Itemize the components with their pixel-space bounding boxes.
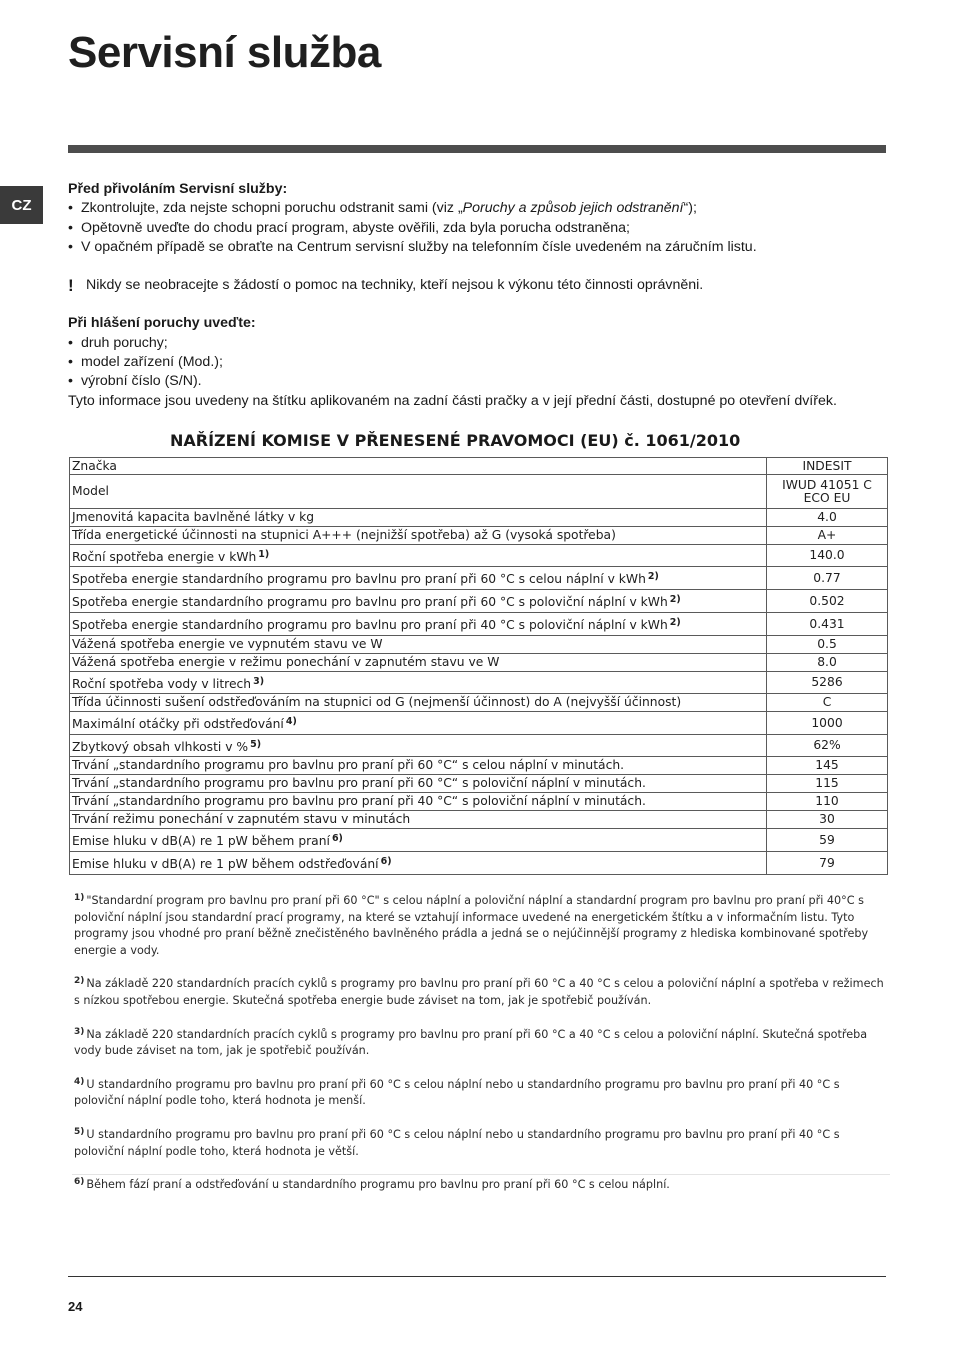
footnote [74,1024,889,1060]
footnote [74,1124,889,1160]
troubleshooting-reference: Poruchy a způsob jejich odstranění [462,200,684,217]
bullet-mark: • [68,354,73,371]
footnote-ref: 3) [253,675,265,687]
parameter-value: 8.0 [767,654,888,672]
parameter-value: 0.77 [767,567,888,590]
parameter-label: Trvání „standardního programu pro bavlnu pro praní při 60 °C“ s poloviční náplní v minutách. [70,775,767,793]
footnote [74,1174,889,1194]
parameter-value: INDESIT [767,458,888,475]
footnote-text: U standardního programu pro bavlnu pro praní při 60 °C s celou náplní nebo u standardního programu pro bavlnu pro praní při 40 °C s poloviční náplní podle toho, která hodnota je větší. [74,1127,840,1158]
parameter-label: Vážená spotřeba energie ve vypnutém stavu ve W [70,636,767,654]
bullet-mark: • [68,200,73,217]
table-row [70,636,888,654]
parameter-value: 0.5 [767,636,888,654]
parameter-label: Maximální otáčky při odstřeďování $^{4)}$ [70,712,767,735]
footnote-ref: 6) [331,833,343,844]
list-item [68,372,898,391]
footnote [74,973,889,1009]
table-row [70,527,888,545]
language-tab: CZ [0,186,43,224]
list-item-text: Opětovně uveďte do chodu prací program, abyste ověřili, zda byla porucha odstraněna; [81,219,630,236]
parameter-label: Třída účinnosti sušení odstřeďováním na stupnici od G (nejmenší účinnost) do A (nejvyšší účinnost) [70,694,767,712]
table-row [70,509,888,527]
warning-text: Nikdy se neobracejte s žádostí o pomoc na techniky, kteří nejsou k výkonu této činnosti oprávněni. [86,277,704,294]
footnotes-divider [72,1174,890,1175]
table-row [70,458,888,475]
footnote-mark: 4) [74,1076,85,1087]
table-row [70,793,888,811]
parameter-value: A+ [767,527,888,545]
parameter-value: 62% [767,735,888,757]
parameter-label: Jmenovitá kapacita bavlněné látky v kg [70,509,767,527]
before-calling-heading: Před přivoláním Servisní služby: [68,181,288,197]
parameter-label: Spotřeba energie standardního programu pro bavlnu pro praní při 60 °C s poloviční náplní v kWh $^{2)}$ [70,590,767,613]
bullet-mark: • [68,219,73,236]
table-row [70,567,888,590]
table-row [70,694,888,712]
footnote-mark: 2) [74,976,85,987]
bullet-mark: • [68,373,73,390]
parameter-label: Spotřeba energie standardního programu pro bavlnu pro praní při 60 °C s celou náplní v kWh $^{2)}$ [70,567,767,590]
list-item [68,353,898,372]
footnote-mark: 1) [74,893,85,903]
table-row [70,735,888,757]
footnote-text: U standardního programu pro bavlnu pro praní při 60 °C s celou náplní nebo u standardního programu pro bavlnu pro praní při 40 °C s poloviční náplní podle toho, která hodnota je menší. [74,1077,840,1108]
table-row [70,712,888,735]
warning-note [68,276,898,295]
table-row [70,775,888,793]
table-row [70,757,888,775]
parameter-value: 140.0 [767,545,888,567]
parameter-label: Zbytkový obsah vlhkosti v % $^{5)}$ [70,735,767,757]
list-item-text: výrobní číslo (S/N). [81,373,202,390]
table-row [70,852,888,875]
list-item [68,334,898,353]
parameter-value: 110 [767,793,888,811]
parameter-label: Trvání „standardního programu pro bavlnu pro praní při 60 °C“ s celou náplní v minutách. [70,757,767,775]
title-divider [68,145,886,153]
parameter-value: 79 [767,852,888,875]
list-item-text: model zařízení (Mod.); [81,354,223,371]
footnote [74,1074,889,1110]
list-item [68,199,898,218]
footnote-mark: 6) [74,1177,85,1188]
table-row [70,475,888,509]
list-item-text: Zkontrolujte, zda nejste schopni poruchu odstranit sami (viz „Poruchy a způsob jejich odstranění“); [81,200,697,217]
parameter-label: Emise hluku v dB(A) re 1 pW během praní $^{6)}$ [70,829,767,852]
footnote [74,890,889,959]
table-row [70,545,888,567]
parameter-label: Roční spotřeba energie v kWh $^{1)}$ [70,545,767,567]
parameter-value: 145 [767,757,888,775]
parameter-value: 30 [767,811,888,829]
regulation-title: NAŘÍZENÍ KOMISE V PŘENESENÉ PRAVOMOCI (EU) č. 1061/2010 [170,431,741,450]
regulation-table-wrapper [69,457,888,875]
table-row [70,590,888,613]
footnote-text: Během fází praní a odstřeďování u standardního programu pro bavlnu pro praní při 60 °C s celou náplní. [86,1178,670,1192]
parameter-label: Spotřeba energie standardního programu pro bavlnu pro praní při 40 °C s poloviční náplní v kWh $^{2)}$ [70,613,767,636]
footnote-mark: 5) [74,1126,85,1137]
page-number: 24 [68,1299,83,1314]
reporting-heading: Při hlášení poruchy uveďte: [68,315,256,332]
footnote-text: Na základě 220 standardních pracích cyklů s programy pro bavlnu pro praní při 60 °C a 40 °C s celou a poloviční náplní. Skutečná spotřeba vody bude záviset na tom, jak je spotřebič používán. [74,1027,868,1058]
parameter-value: 5286 [767,672,888,694]
parameter-value: 115 [767,775,888,793]
footnote-ref: 6) [380,856,392,867]
footnote-text: "Standardní program pro bavlnu pro praní při 60 °C" s celou náplní a poloviční náplní a standardní program pro bavlnu pro praní při 40°C s poloviční náplní jsou standardní prací programy, na které se vztahují informace uvedené na energetickém štítku a v informačním listu. Tyto programy jsou vhodné pro praní běžně znečistěného bavlněného prádla a jedná se o nejúčinnější programy z hlediska kombinované spotřeby energie a vody. [74,894,869,957]
table-row [70,829,888,852]
parameter-label: Emise hluku v dB(A) re 1 pW během odstřeďování $^{6)}$ [70,852,767,875]
footnote-ref: 2) [647,571,659,582]
parameter-value: 0.502 [767,590,888,613]
footnote-text: Na základě 220 standardních pracích cyklů s programy pro bavlnu pro praní při 60 °C a 40 °C s celou a poloviční náplní a spotřeba v režimech s nízkou spotřebou energie. Skutečná spotřeba energie bude záviset na tom, jak je spotřebič používán. [74,977,884,1007]
list-item [68,219,898,238]
table-row [70,654,888,672]
footnotes [74,890,889,1194]
footer-divider [68,1276,886,1277]
parameter-label: Trvání režimu ponechání v zapnutém stavu v minutách [70,811,767,829]
list-item [68,238,898,257]
parameter-value: 59 [767,829,888,852]
parameter-value: 4.0 [767,509,888,527]
bullet-mark: • [68,238,73,255]
parameter-label: Vážená spotřeba energie v režimu ponechání v zapnutém stavu ve W [70,654,767,672]
footnote-ref: 1) [258,548,270,560]
parameter-value: IWUD 41051 C ECO EU [767,475,888,509]
parameter-label: Trvání „standardního programu pro bavlnu pro praní při 40 °C“ s poloviční náplní v minutách. [70,793,767,811]
page-title: Servisní služba [68,28,381,77]
parameter-value: C [767,694,888,712]
parameter-label: Roční spotřeba vody v litrech $^{3)}$ [70,672,767,694]
intro-section [68,180,898,411]
list-item-text: druh poruchy; [81,334,168,351]
regulation-table [69,457,888,875]
label-location-text: Tyto informace jsou uvedeny na štítku aplikovaném na zadní části pračky a v její přední části, dostupné po otevření dvířek. [68,392,837,409]
footnote-ref: 4) [285,716,297,727]
footnote-ref: 2) [669,594,681,605]
bullet-mark: • [68,334,73,351]
table-row [70,811,888,829]
parameter-label: Třída energetické účinnosti na stupnici A+++ (nejnižší spotřeba) až G (vysoká spotřeba) [70,527,767,545]
footnote-mark: 3) [74,1026,85,1037]
parameter-value: 0.431 [767,613,888,636]
parameter-label: Značka [70,458,767,475]
table-row [70,672,888,694]
table-row [70,613,888,636]
parameter-label: Model [70,475,767,509]
list-item-text: V opačném případě se obraťte na Centrum servisní služby na telefonním čísle uvedeném na záručním listu. [81,238,757,255]
footnote-ref: 2) [669,617,681,628]
parameter-value: 1000 [767,712,888,735]
footnote-ref: 5) [250,738,262,750]
warning-icon: ! [68,276,74,296]
